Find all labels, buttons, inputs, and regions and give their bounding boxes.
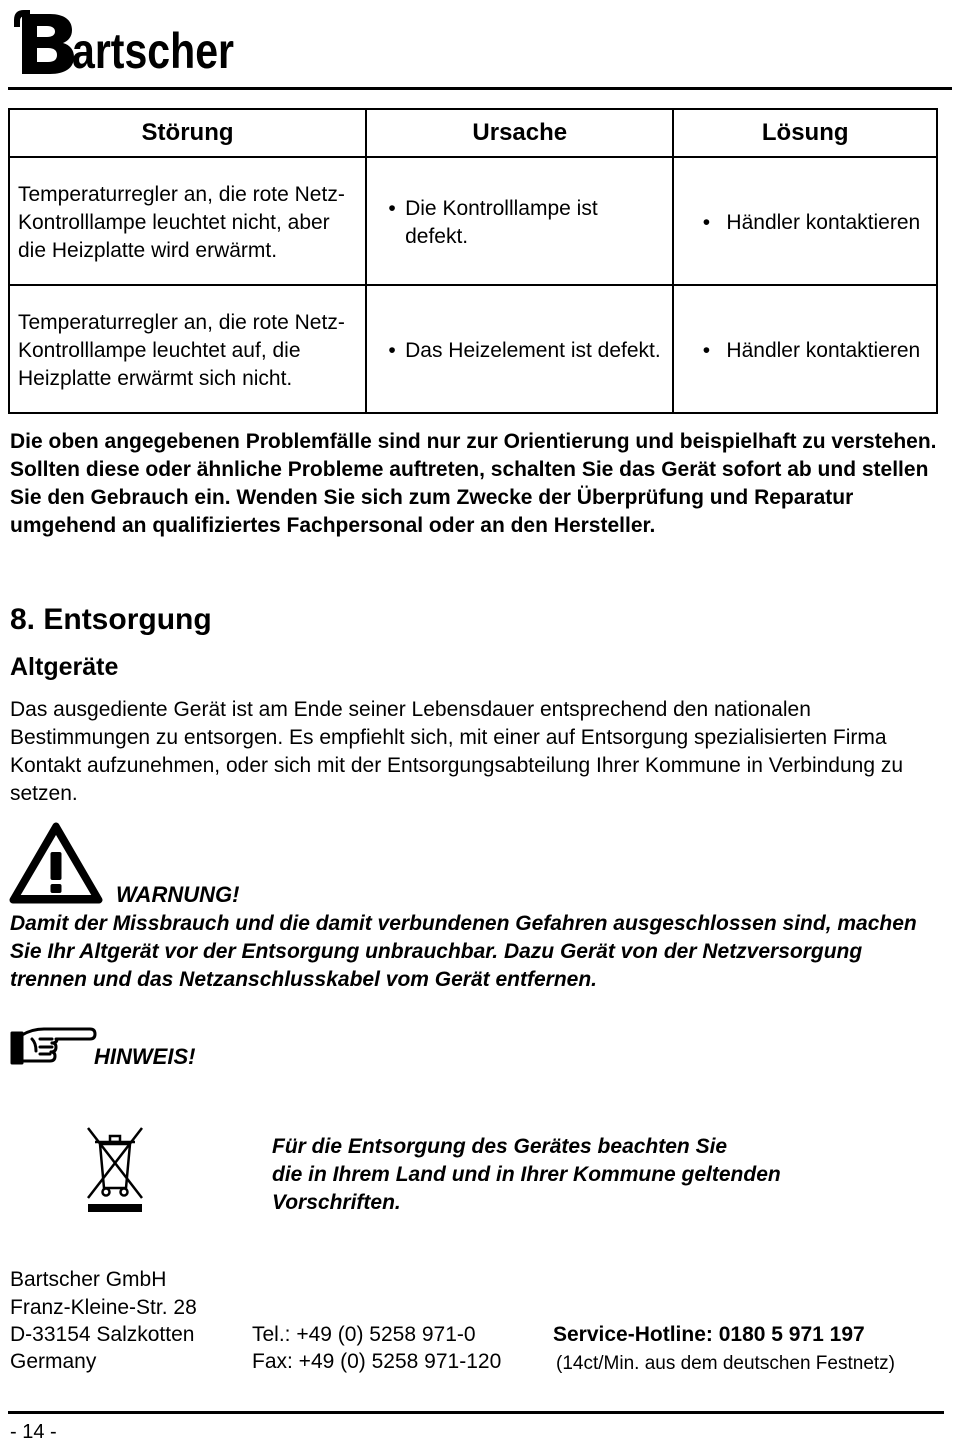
footer-company: Bartscher GmbH <box>10 1268 167 1291</box>
table-row <box>9 285 937 413</box>
cell-ursache <box>366 285 673 413</box>
hint-line: Für die Entsorgung des Gerätes beachten Sie <box>272 1135 728 1158</box>
header-loesung: Lösung <box>673 109 937 157</box>
table-header-row <box>9 109 937 157</box>
hint-text <box>272 1133 932 1217</box>
table-row <box>9 157 937 285</box>
header-rule <box>8 87 952 90</box>
solution-text: Händler kontaktieren <box>726 339 921 362</box>
cell-loesung <box>673 157 937 285</box>
cell-stoerung: Temperaturregler an, die rote Netz-Kontrolllampe leuchtet nicht, aber die Heizplatte wird erwärmt. <box>9 157 366 285</box>
cause-text: Das Heizelement ist defekt. <box>405 339 661 362</box>
bullet: • <box>388 339 396 362</box>
hint-line: Vorschriften. <box>272 1191 401 1214</box>
cell-ursache <box>366 157 673 285</box>
crossed-out-bin-icon <box>80 1122 150 1214</box>
bullet: • <box>702 339 711 362</box>
footer-city: D-33154 Salzkotten <box>10 1323 195 1346</box>
section-title: 8. Entsorgung <box>10 603 212 636</box>
header-ursache: Ursache <box>366 109 673 157</box>
hint-line: die in Ihrem Land und in Ihrer Kommune geltenden <box>272 1163 781 1186</box>
warning-triangle-icon <box>10 822 102 904</box>
cause-text: Die Kontrolllampe ist defekt. <box>405 197 598 248</box>
disposal-paragraph: Das ausgediente Gerät ist am Ende seiner Lebensdauer entsprechend den nationalen Bestimmungen zu entsorgen. Es empfiehlt sich, mit einer auf Entsorgung spezialisierten Firma Kontakt aufzunehmen, oder sich mit der Entsorgungsabteilung Ihrer Kommune in Verbindung zu setzen. <box>10 698 904 805</box>
bullet: • <box>702 211 711 234</box>
pointing-hand-icon <box>10 1021 96 1069</box>
hint-label: HINWEIS! <box>94 1044 196 1069</box>
footer-rule <box>8 1411 944 1414</box>
solution-text: Händler kontaktieren <box>726 211 921 234</box>
section-subtitle: Altgeräte <box>10 653 119 681</box>
notice-paragraph: Die oben angegebenen Problemfälle sind nur zur Orientierung und beispielhaft zu verstehen. Sollten diese oder ähnliche Probleme auftreten, schalten Sie das Gerät sofort ab und stellen Sie den Gebrauch ein. Wenden Sie sich zum Zwecke der Überprüfung und Reparatur umgehend an qualifiziertes Fachpersonal oder an den Hersteller. <box>10 430 937 537</box>
cell-loesung <box>673 285 937 413</box>
troubleshooting-table <box>8 108 938 414</box>
bullet: • <box>388 197 396 220</box>
bartscher-logo <box>12 6 242 79</box>
cell-stoerung: Temperaturregler an, die rote Netz-Kontrolllampe leuchtet auf, die Heizplatte erwärmt sich nicht. <box>9 285 366 413</box>
footer-country: Germany <box>10 1350 97 1373</box>
svg-text:artscher: artscher <box>72 23 234 79</box>
header-stoerung: Störung <box>9 109 366 157</box>
footer-hotline: Service-Hotline: 0180 5 971 197 <box>553 1323 865 1346</box>
warning-text: Damit der Missbrauch und die damit verbundenen Gefahren ausgeschlossen sind, machen Sie Ihr Altgerät vor der Entsorgung unbrauchbar. Dazu Gerät von der Netzversorgung trennen und das Netzanschlusskabel vom Gerät entfernen. <box>10 912 917 991</box>
warning-label: WARNUNG! <box>116 882 240 907</box>
footer-tel: Tel.: +49 (0) 5258 971-0 <box>252 1323 476 1346</box>
footer-street: Franz-Kleine-Str. 28 <box>10 1296 197 1319</box>
footer-hotline-note: (14ct/Min. aus dem deutschen Festnetz) <box>556 1353 895 1374</box>
footer-fax: Fax: +49 (0) 5258 971-120 <box>252 1350 502 1373</box>
page-number: - 14 - <box>10 1421 57 1443</box>
